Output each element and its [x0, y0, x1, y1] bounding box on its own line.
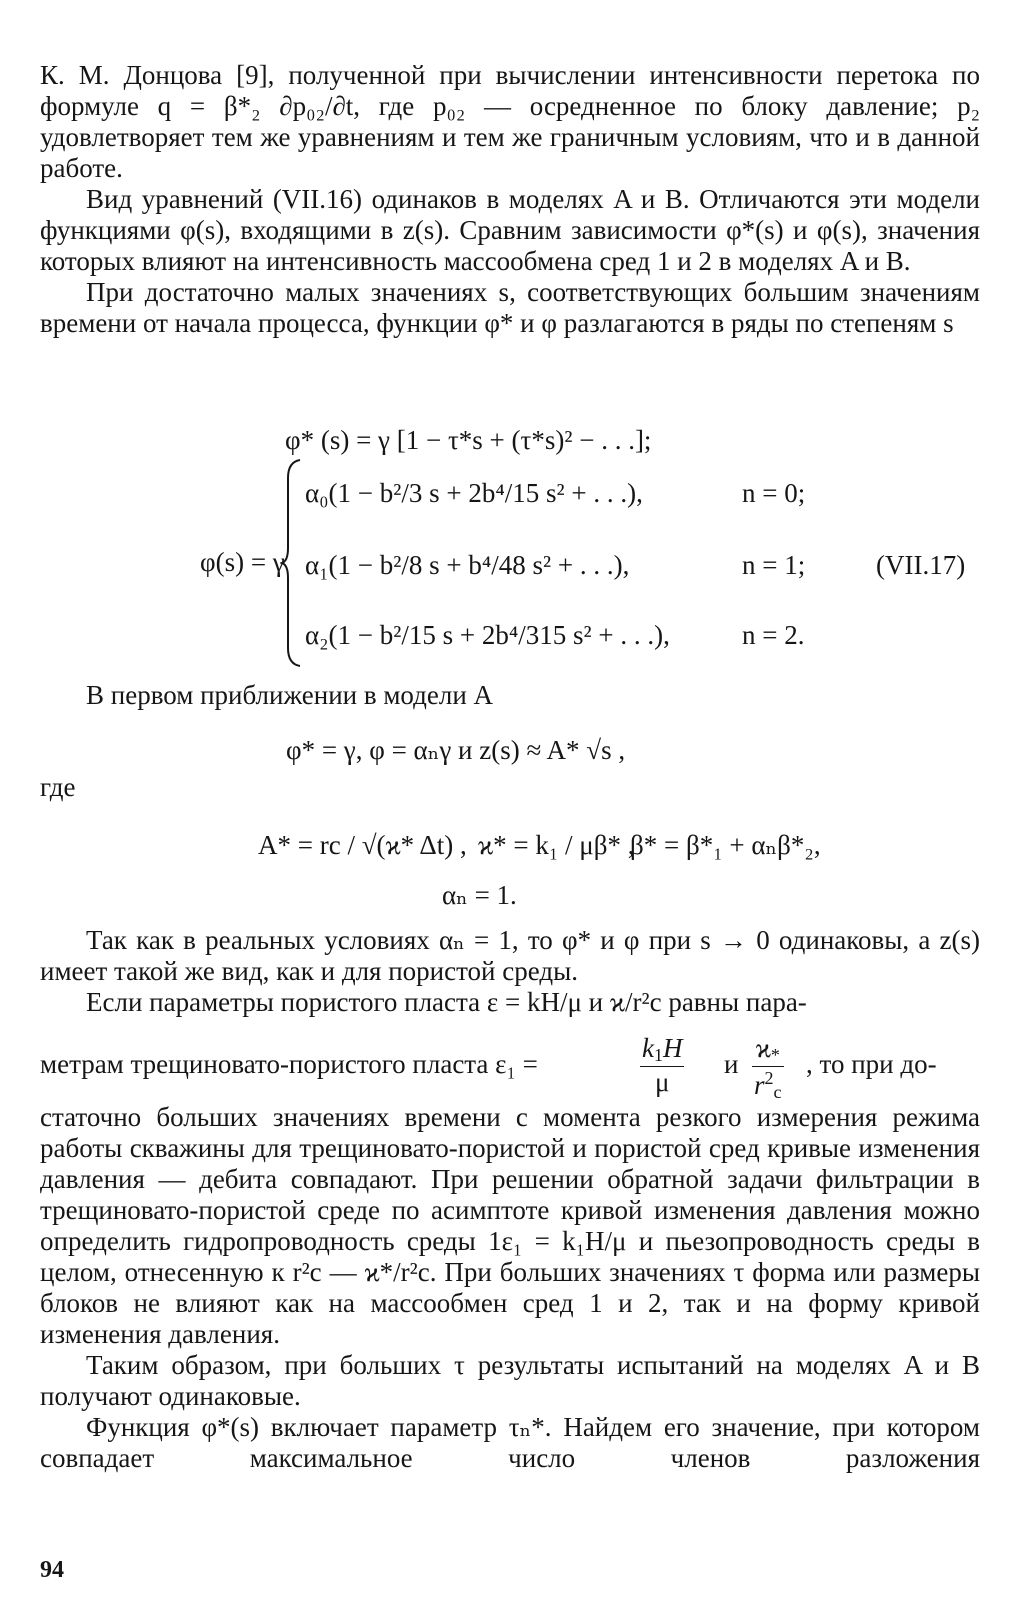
- equation-first-approx: φ* = γ, φ = αₙγ и z(s) ≈ A* √s ,: [286, 735, 626, 765]
- paragraph-6a: Если параметры пористого пласта ε = kH/μ и ϰ/r²с равны пара-: [86, 987, 807, 1017]
- paragraph-8: Функция φ*(s) включает параметр τₙ*. Найдем его значение, при котором совпадает максимальное число членов разложения: [40, 1412, 980, 1473]
- paragraph-5: Так как в реальных условиях αₙ = 1, то φ* и φ при s → 0 одинаковы, а z(s) имеет такой же вид, как и для пористой среды.: [40, 925, 980, 986]
- equation-case-1-n: n = 1;: [742, 550, 806, 580]
- paragraph-1: К. М. Донцова [9], полученной при вычислении интенсивности перетока по формуле q = β*₂ ∂p₀₂/∂t, где p₀₂ — осредненное по блоку давление; p₂ удовлетворяет тем же уравнениям и тем же граничным условиям, что и в данной работе.: [40, 60, 980, 183]
- page-body-lower: [40, 925, 980, 1018]
- paragraph-6b-and: и: [724, 1049, 739, 1079]
- paragraph-6b-left: метрам трещиновато-пористого пласта ε₁ =: [40, 1049, 538, 1079]
- left-brace-icon: [280, 458, 304, 668]
- paragraph-6c: статочно больших значениях времени с момента резкого измерения режима работы скважины для трещиновато-пористой и пористой сред кривые изменения давления — дебита совпадают. При решении обратной задачи фильтрации в трещиновато-пористой среде по асимптоте кривой изменения давления можно определить гидропроводность среды 1ε₁ = k₁H/μ и пьезопроводность среды в целом, отнесенную к r²с — ϰ*/r²с. При больших значениях τ форма или размеры блоков не влияют как на массообмен сред 1 и 2, так и на форму кривой изменения давления.: [40, 1102, 980, 1349]
- paragraph-6b-right: , то при до-: [806, 1049, 937, 1079]
- equation-case-0: α₀(1 − b²/3 s + 2b⁴/15 s² + . . .),: [305, 478, 643, 508]
- paragraph-3: При достаточно малых значениях s, соответствующих большим значениям времени от начала процесса, функции φ* и φ разлагаются в ряды по степеням s: [40, 277, 980, 338]
- paragraph-2: Вид уравнений (VII.16) одинаков в моделях A и B. Отличаются эти модели функциями φ(s), входящими в z(s). Сравним зависимости φ*(s) и φ(s), значения которых влияют на интенсивность массообмена сред 1 и 2 в моделях A и B.: [40, 184, 980, 276]
- equation-case-1: α₁(1 − b²/8 s + b⁴/48 s² + . . .),: [305, 550, 630, 580]
- equation-number: (VII.17): [876, 550, 966, 580]
- equation-phi-star-series: φ* (s) = γ [1 − τ*s + (τ*s)² − . . .];: [285, 425, 652, 455]
- paragraph-7: Таким образом, при больших τ результаты испытаний на моделях A и B получают одинаковые.: [40, 1350, 980, 1411]
- equation-case-2-n: n = 2.: [742, 620, 805, 650]
- equation-case-0-n: n = 0;: [742, 478, 806, 508]
- equation-alpha-n: αₙ = 1.: [442, 880, 517, 910]
- equation-kappa-star: ϰ* = k₁ / μβ* ,: [478, 830, 635, 860]
- fraction-kappa-r2: $\frac{ϰ_*}{r^2_с}$: [754, 1033, 782, 1102]
- page-body-bottom: [40, 1102, 980, 1474]
- where-label: где: [40, 772, 76, 802]
- equation-phi-s-label: φ(s) = γ: [200, 547, 285, 577]
- page-number: 94: [40, 1557, 64, 1583]
- equation-A-star: A* = rс / √(ϰ* Δt) ,: [258, 830, 467, 860]
- equation-beta-star: β* = β*₁ + αₙβ*₂,: [630, 830, 821, 860]
- equation-case-2: α₂(1 − b²/15 s + 2b⁴/315 s² + . . .),: [305, 620, 670, 650]
- fraction-k1H-mu: $\frac{k_1H}{\mu}$: [642, 1033, 683, 1097]
- page-body: [40, 60, 980, 339]
- paragraph-4: В первом приближении в модели A: [86, 680, 494, 710]
